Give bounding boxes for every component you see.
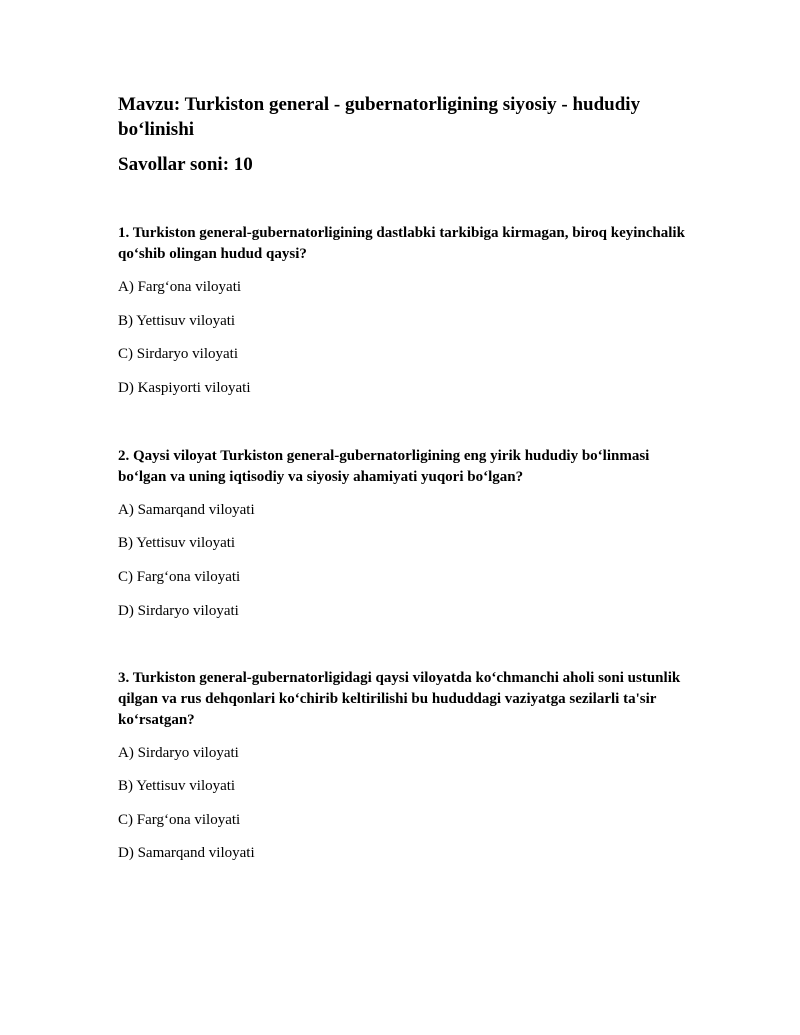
- document-page: [118, 92, 698, 877]
- answer-option-d: D) Kaspiyorti viloyati: [118, 379, 251, 396]
- answer-option-d: D) Samarqand viloyati: [118, 845, 255, 862]
- answer-option-c: C) Sirdaryo viloyati: [118, 346, 238, 363]
- page-title: Mavzu: Turkiston general - gubernatorligining siyosiy - hududiy bo‘linishi: [118, 94, 641, 140]
- answer-option-c: C) Farg‘ona viloyati: [118, 568, 241, 585]
- question-count: Savollar soni: 10: [118, 154, 253, 175]
- answer-option-d: D) Sirdaryo viloyati: [118, 602, 239, 619]
- answer-option-b: B) Yettisuv viloyati: [118, 535, 236, 552]
- answer-option-a: A) Samarqand viloyati: [118, 501, 255, 518]
- question-text: 3. Turkiston general-gubernatorligidagi qaysi viloyatda ko‘chmanchi aholi soni ustunlik qilgan va rus dehqonlari ko‘chirib keltirilishi bu hududdagi vaziyatga sezilarli ta'sir ko‘rsatgan?: [118, 669, 681, 728]
- question-3: [118, 668, 698, 865]
- answer-option-a: A) Farg‘ona viloyati: [118, 279, 242, 295]
- answer-option-a: A) Sirdaryo viloyati: [118, 744, 239, 761]
- question-1: [118, 223, 698, 399]
- answer-option-c: C) Farg‘ona viloyati: [118, 811, 241, 828]
- question-2: [118, 446, 698, 622]
- question-text: 2. Qaysi viloyat Turkiston general-gubernatorligining eng yirik hududiy bo‘linmasi bo‘lgan va uning iqtisodiy va siyosiy ahamiyati yuqori bo‘lgan?: [118, 447, 650, 485]
- answer-option-b: B) Yettisuv viloyati: [118, 778, 236, 795]
- answer-option-b: B) Yettisuv viloyati: [118, 312, 236, 329]
- question-text: 1. Turkiston general-gubernatorligining dastlabki tarkibiga kirmagan, biroq keyinchalik qo‘shib olingan hudud qaysi?: [118, 225, 685, 262]
